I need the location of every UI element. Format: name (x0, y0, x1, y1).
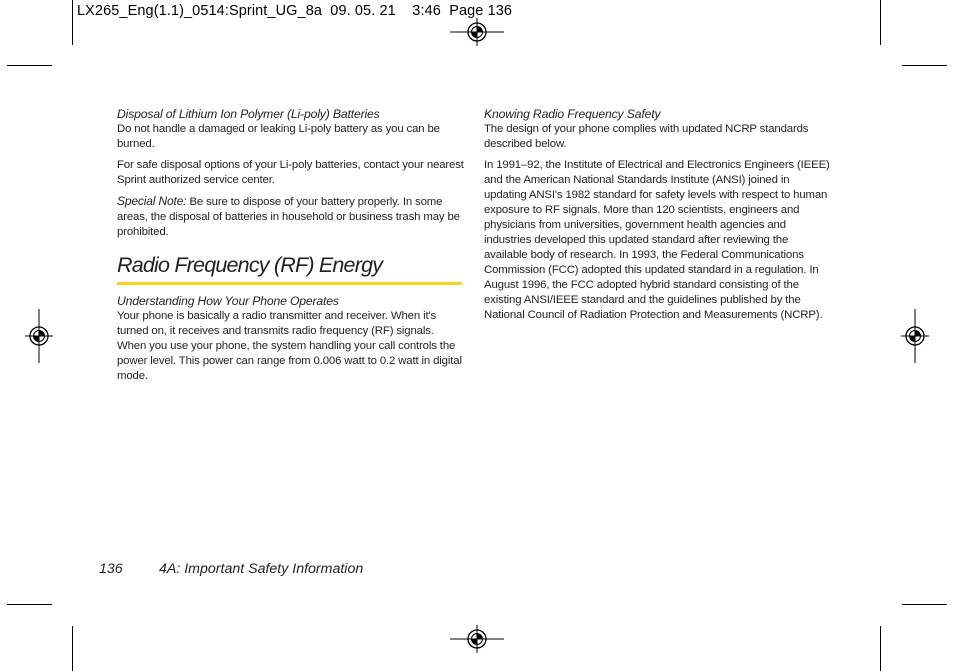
special-note-paragraph (117, 194, 465, 240)
special-note-text: Be sure to dispose of your battery properly. In some areas, the disposal of batteries in household or business trash may be prohibited. (117, 196, 460, 238)
footer-section-name: 4A: Important Safety Information (159, 561, 364, 577)
disposal-paragraph-1: Do not handle a damaged or leaking Li-poly battery as you can be burned. (117, 123, 440, 150)
understanding-heading: Understanding How Your Phone Operates (117, 294, 339, 308)
special-note-label: Special Note: (117, 194, 187, 208)
crop-mark-top-right-vertical (880, 0, 881, 45)
crop-mark-top-right-horizontal (902, 65, 947, 66)
registration-mark-right-icon (901, 309, 929, 363)
crop-mark-bottom-right-vertical (880, 626, 881, 671)
disposal-heading: Disposal of Lithium Ion Polymer (Li-poly) Batteries (117, 107, 380, 121)
crop-mark-bottom-right-horizontal (902, 604, 947, 605)
print-slug: LX265_Eng(1.1)_0514:Sprint_UG_8a 09. 05. 21 3:46 Page 136 (77, 3, 513, 19)
left-column (117, 107, 465, 240)
knowing-paragraph-1: The design of your phone complies with updated NCRP standards described below. (484, 123, 809, 150)
understanding-paragraph: Your phone is basically a radio transmitter and receiver. When it's turned on, it receives and transmits radio frequency (RF) signals. When you use your phone, the system handling your call controls the power level. This power can range from 0.006 watt to 0.2 watt in digital mode. (117, 310, 462, 382)
section-title-underline (117, 282, 462, 285)
crop-mark-bottom-left-horizontal (7, 604, 52, 605)
crop-mark-top-left-horizontal (7, 65, 52, 66)
knowing-heading: Knowing Radio Frequency Safety (484, 107, 661, 121)
right-column (484, 107, 830, 323)
left-column-lower (117, 294, 465, 384)
registration-mark-bottom-icon (450, 625, 504, 653)
crop-mark-bottom-left-vertical (72, 626, 73, 671)
knowing-paragraph-2: In 1991–92, the Institute of Electrical and Electronics Engineers (IEEE) and the American National Standards Institute (ANSI) joined in updating ANSI's 1982 standard for safety levels with respect to human exposure to RF signals. More than 120 scientists, engineers and physicians from universities, government health agencies and industries developed this updated standard after reviewing the available body of research. In 1993, the Federal Communications Commission (FCC) adopted this updated standard in a regulation. In August 1996, the FCC adopted hybrid standard consisting of the existing ANSI/IEEE standard and the guidelines published by the National Council of Radiation Protection and Measurements (NCRP). (484, 159, 830, 321)
section-title: Radio Frequency (RF) Energy (117, 253, 383, 277)
page-number: 136 (99, 561, 123, 577)
disposal-paragraph-2: For safe disposal options of your Li-poly batteries, contact your nearest Sprint authorized service center. (117, 159, 464, 186)
crop-mark-top-left-vertical (72, 0, 73, 45)
registration-mark-top-icon (450, 18, 504, 46)
registration-mark-left-icon (25, 309, 53, 363)
